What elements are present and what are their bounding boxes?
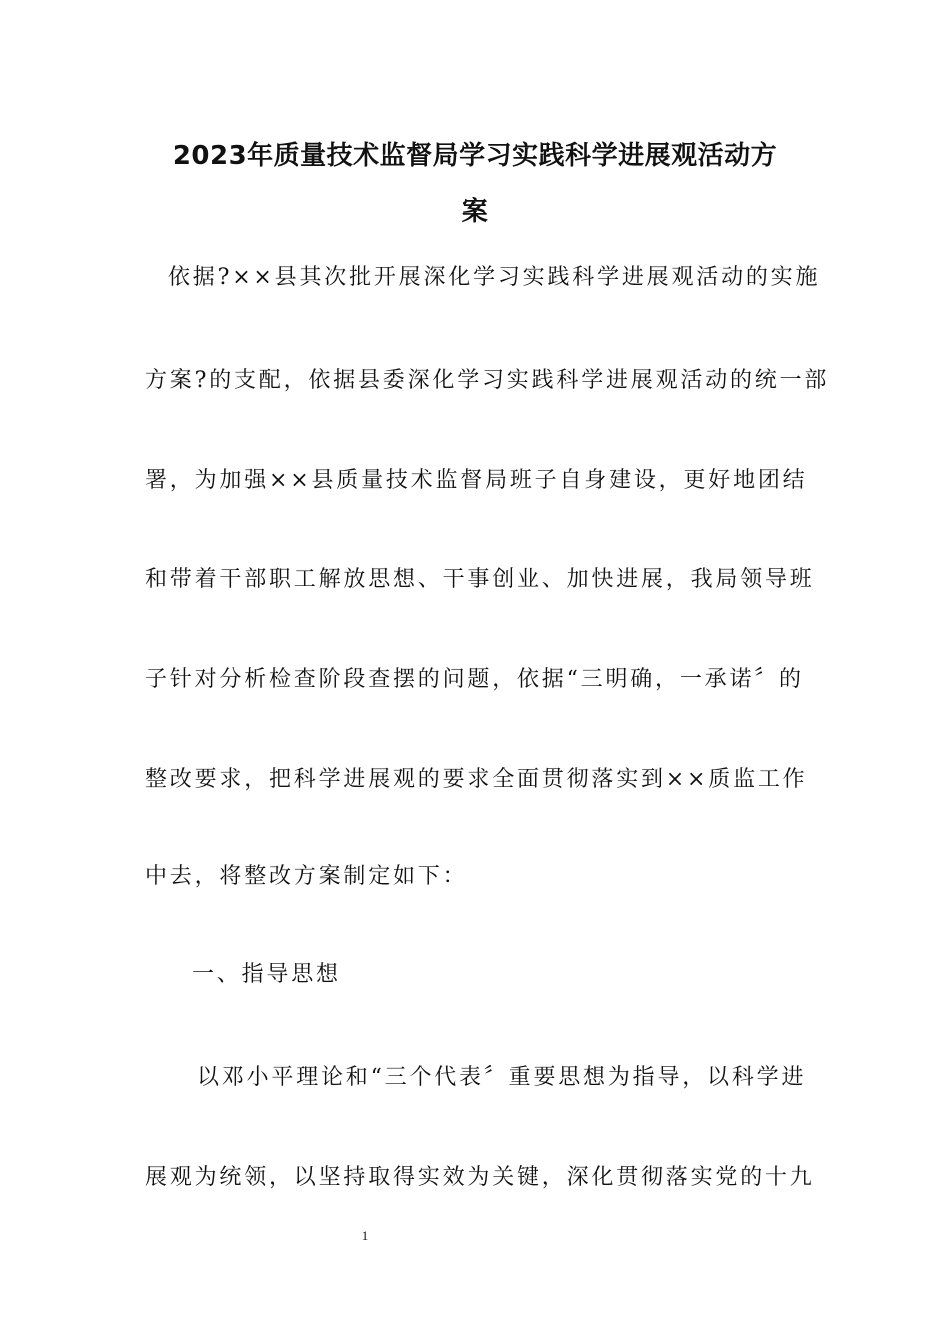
paragraph-1-line-3: 署，为加强××县质量技术监督局班子自身建设，更好地团结 bbox=[145, 468, 808, 493]
paragraph-2-line-2: 展观为统领，以坚持取得实效为关键，深化贯彻落实党的十九 bbox=[145, 1165, 815, 1190]
paragraph-1-line-2: 方案?的支配，依据县委深化学习实践科学进展观活动的统一部 bbox=[145, 368, 830, 393]
paragraph-1-line-1: 依据?××县其次批开展深化学习实践科学进展观活动的实施 bbox=[168, 265, 821, 290]
page-number: 1 bbox=[361, 1228, 369, 1243]
paragraph-1-line-5: 子针对分析检查阶段查摆的问题，依据“三明确，一承诺〞的 bbox=[145, 667, 804, 692]
document-title bbox=[145, 128, 805, 240]
title-line-2: 案 bbox=[461, 197, 489, 227]
paragraph-1-line-4: 和带着干部职工解放思想、干事创业、加快进展，我局领导班 bbox=[145, 567, 815, 592]
title-line-1: 2023年质量技术监督局学习实践科学进展观活动方 bbox=[172, 141, 778, 171]
paragraph-1-line-7: 中去，将整改方案制定如下： bbox=[145, 864, 468, 889]
paragraph-1-line-6: 整改要求，把科学进展观的要求全面贯彻落实到××质监工作 bbox=[145, 767, 808, 792]
paragraph-2-line-1: 以邓小平理论和“三个代表〞重要思想为指导，以科学进 bbox=[197, 1065, 807, 1090]
section-heading-guiding-ideology: 一、指导思想 bbox=[192, 962, 341, 987]
